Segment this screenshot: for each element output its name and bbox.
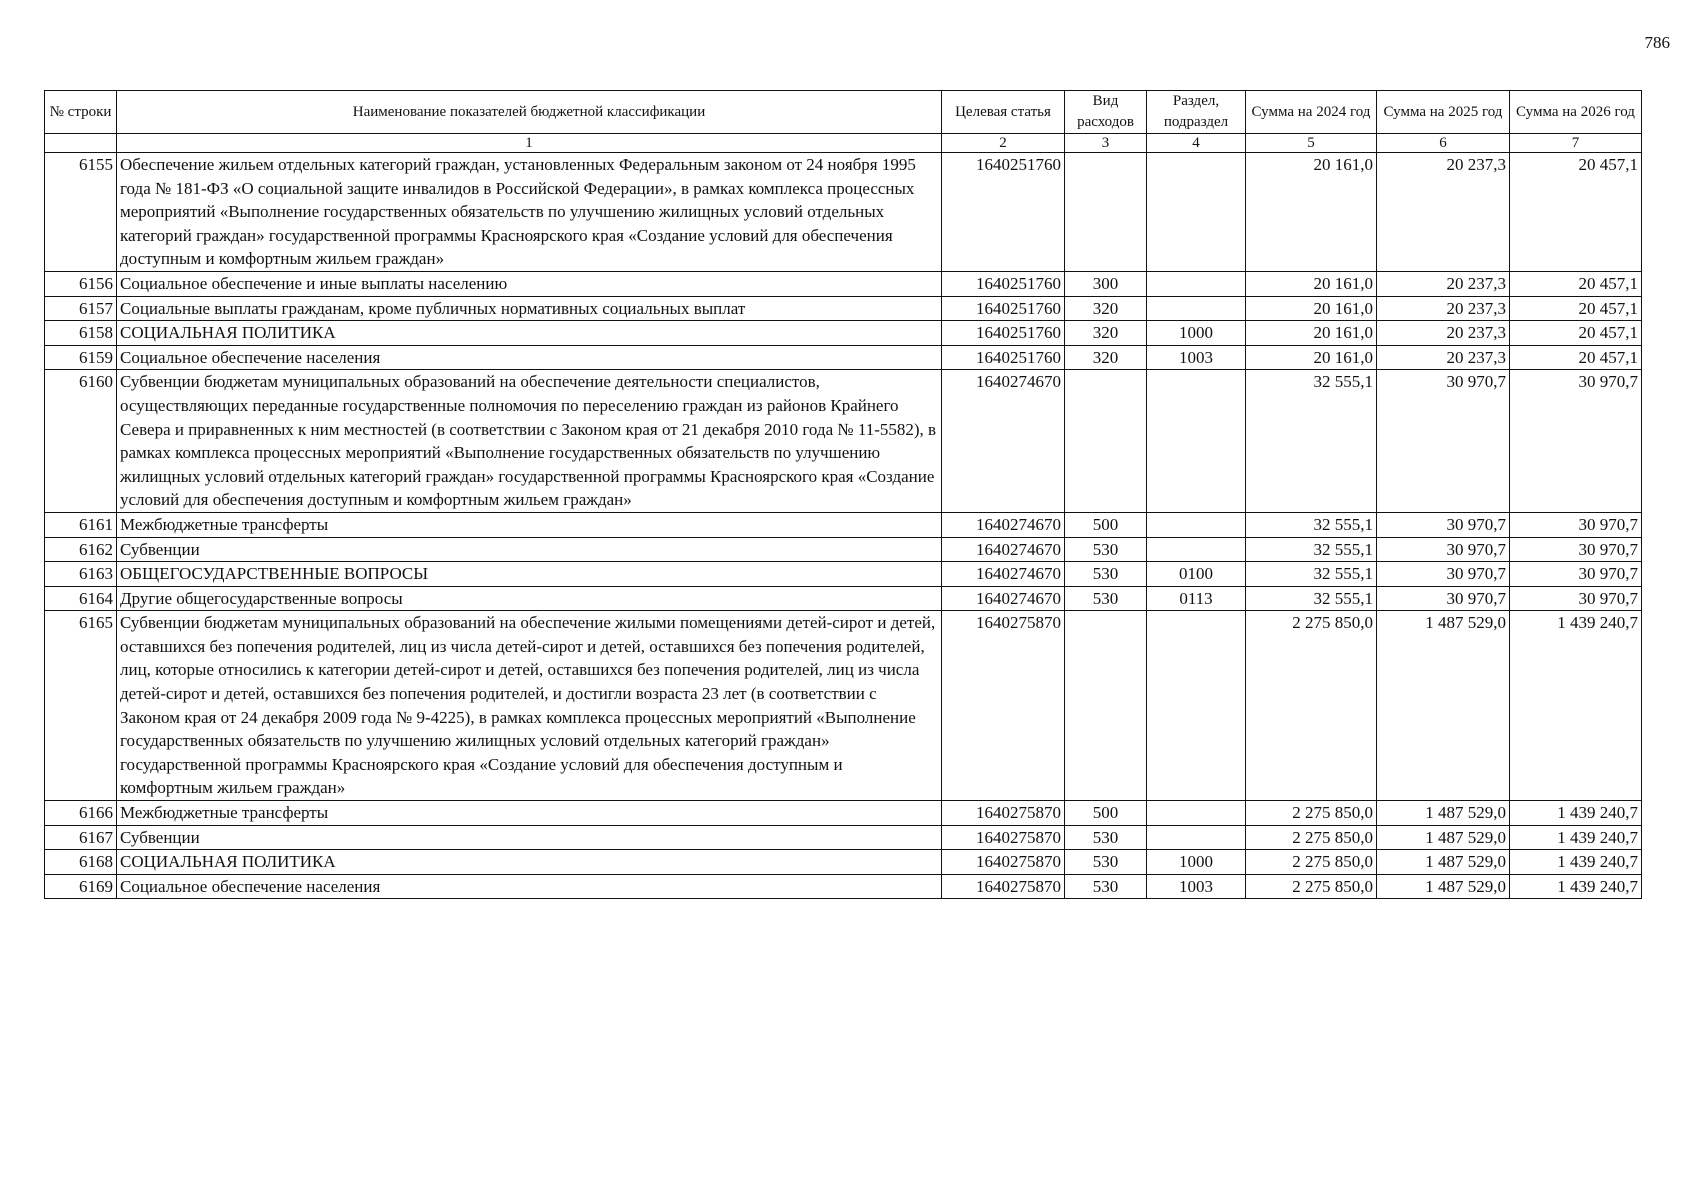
table-body (45, 153, 1642, 899)
sum-2024: 20 161,0 (1246, 296, 1377, 321)
row-number: 6160 (45, 370, 117, 513)
expense-type: 530 (1065, 825, 1147, 850)
sum-2026: 20 457,1 (1510, 296, 1642, 321)
expense-type: 530 (1065, 586, 1147, 611)
target-code: 1640251760 (942, 153, 1065, 272)
sum-2026: 30 970,7 (1510, 562, 1642, 587)
row-name: Обеспечение жильем отдельных категорий граждан, установленных Федеральным законом от 24 ноября 1995 года № 181-ФЗ «О социальной защите инвалидов в Российской Федерации», в рамках комплекса процессных мероприятий «Выполнение государственных обязательств по улучшению жилищных условий отдельных категорий граждан» государственной программы Красноярского края «Создание условий для обеспечения доступным и комфортным жильем граждан» (117, 153, 942, 272)
sum-2025: 20 237,3 (1377, 271, 1510, 296)
sum-2025: 1 487 529,0 (1377, 611, 1510, 801)
row-name: СОЦИАЛЬНАЯ ПОЛИТИКА (117, 321, 942, 346)
row-name: СОЦИАЛЬНАЯ ПОЛИТИКА (117, 850, 942, 875)
table-row (45, 611, 1642, 801)
target-code: 1640275870 (942, 611, 1065, 801)
row-number: 6163 (45, 562, 117, 587)
budget-table (44, 90, 1642, 899)
sum-2025: 20 237,3 (1377, 296, 1510, 321)
sum-2025: 30 970,7 (1377, 537, 1510, 562)
table-row (45, 296, 1642, 321)
header-row-no: № строки (45, 91, 117, 134)
section-code (1147, 512, 1246, 537)
header-target: Целевая статья (942, 91, 1065, 134)
row-number: 6169 (45, 874, 117, 899)
expense-type: 530 (1065, 562, 1147, 587)
target-code: 1640275870 (942, 825, 1065, 850)
header-expense-type: Вид расходов (1065, 91, 1147, 134)
sum-2025: 20 237,3 (1377, 153, 1510, 272)
expense-type (1065, 370, 1147, 513)
sum-2024: 32 555,1 (1246, 537, 1377, 562)
row-name: Социальные выплаты гражданам, кроме публичных нормативных социальных выплат (117, 296, 942, 321)
sum-2025: 20 237,3 (1377, 321, 1510, 346)
row-name: Межбюджетные трансферты (117, 512, 942, 537)
sum-2026: 1 439 240,7 (1510, 825, 1642, 850)
expense-type (1065, 153, 1147, 272)
header-sum-2024: Сумма на 2024 год (1246, 91, 1377, 134)
sum-2024: 32 555,1 (1246, 562, 1377, 587)
row-number: 6168 (45, 850, 117, 875)
expense-type: 530 (1065, 537, 1147, 562)
table-row (45, 874, 1642, 899)
column-number: 7 (1510, 134, 1642, 153)
row-name: Социальное обеспечение населения (117, 874, 942, 899)
table-row (45, 271, 1642, 296)
row-number: 6164 (45, 586, 117, 611)
sum-2024: 20 161,0 (1246, 345, 1377, 370)
sum-2024: 20 161,0 (1246, 321, 1377, 346)
header-section: Раздел, подраздел (1147, 91, 1246, 134)
row-number: 6156 (45, 271, 117, 296)
section-code (1147, 296, 1246, 321)
section-code (1147, 611, 1246, 801)
expense-type: 300 (1065, 271, 1147, 296)
sum-2024: 2 275 850,0 (1246, 825, 1377, 850)
sum-2026: 30 970,7 (1510, 586, 1642, 611)
target-code: 1640251760 (942, 321, 1065, 346)
expense-type: 530 (1065, 874, 1147, 899)
column-number (45, 134, 117, 153)
sum-2025: 30 970,7 (1377, 586, 1510, 611)
table-row (45, 321, 1642, 346)
sum-2026: 20 457,1 (1510, 271, 1642, 296)
sum-2025: 30 970,7 (1377, 370, 1510, 513)
row-name: ОБЩЕГОСУДАРСТВЕННЫЕ ВОПРОСЫ (117, 562, 942, 587)
column-number: 5 (1246, 134, 1377, 153)
target-code: 1640251760 (942, 296, 1065, 321)
target-code: 1640274670 (942, 370, 1065, 513)
section-code: 1000 (1147, 850, 1246, 875)
table-row (45, 586, 1642, 611)
sum-2025: 1 487 529,0 (1377, 801, 1510, 826)
table-row (45, 850, 1642, 875)
sum-2024: 2 275 850,0 (1246, 850, 1377, 875)
header-sum-2025: Сумма на 2025 год (1377, 91, 1510, 134)
expense-type: 500 (1065, 512, 1147, 537)
table-row (45, 825, 1642, 850)
row-number: 6167 (45, 825, 117, 850)
row-name: Социальное обеспечение и иные выплаты населению (117, 271, 942, 296)
target-code: 1640251760 (942, 345, 1065, 370)
target-code: 1640275870 (942, 801, 1065, 826)
row-name: Другие общегосударственные вопросы (117, 586, 942, 611)
sum-2026: 30 970,7 (1510, 512, 1642, 537)
target-code: 1640274670 (942, 512, 1065, 537)
sum-2024: 32 555,1 (1246, 586, 1377, 611)
section-code (1147, 153, 1246, 272)
section-code (1147, 271, 1246, 296)
row-number: 6165 (45, 611, 117, 801)
row-name: Межбюджетные трансферты (117, 801, 942, 826)
table-row (45, 537, 1642, 562)
sum-2025: 1 487 529,0 (1377, 825, 1510, 850)
target-code: 1640251760 (942, 271, 1065, 296)
sum-2025: 30 970,7 (1377, 562, 1510, 587)
sum-2026: 1 439 240,7 (1510, 611, 1642, 801)
target-code: 1640275870 (942, 874, 1065, 899)
page-number: 786 (1644, 33, 1670, 52)
table-row (45, 345, 1642, 370)
sum-2026: 1 439 240,7 (1510, 801, 1642, 826)
sum-2026: 30 970,7 (1510, 370, 1642, 513)
section-code: 1003 (1147, 874, 1246, 899)
table-row (45, 562, 1642, 587)
sum-2024: 2 275 850,0 (1246, 801, 1377, 826)
row-number: 6157 (45, 296, 117, 321)
header-sum-2026: Сумма на 2026 год (1510, 91, 1642, 134)
target-code: 1640274670 (942, 586, 1065, 611)
sum-2025: 1 487 529,0 (1377, 874, 1510, 899)
section-code (1147, 537, 1246, 562)
column-number-row (45, 134, 1642, 153)
row-name: Социальное обеспечение населения (117, 345, 942, 370)
sum-2024: 20 161,0 (1246, 153, 1377, 272)
sum-2026: 1 439 240,7 (1510, 874, 1642, 899)
sum-2026: 1 439 240,7 (1510, 850, 1642, 875)
row-number: 6166 (45, 801, 117, 826)
row-name: Субвенции (117, 825, 942, 850)
row-number: 6159 (45, 345, 117, 370)
target-code: 1640275870 (942, 850, 1065, 875)
table-header-row (45, 91, 1642, 134)
row-name: Субвенции (117, 537, 942, 562)
column-number: 1 (117, 134, 942, 153)
sum-2025: 1 487 529,0 (1377, 850, 1510, 875)
column-number: 2 (942, 134, 1065, 153)
sum-2024: 2 275 850,0 (1246, 611, 1377, 801)
table-row (45, 153, 1642, 272)
row-number: 6162 (45, 537, 117, 562)
section-code: 1003 (1147, 345, 1246, 370)
sum-2024: 32 555,1 (1246, 370, 1377, 513)
sum-2026: 20 457,1 (1510, 345, 1642, 370)
table-row (45, 370, 1642, 513)
section-code: 1000 (1147, 321, 1246, 346)
sum-2024: 2 275 850,0 (1246, 874, 1377, 899)
row-number: 6161 (45, 512, 117, 537)
row-name: Субвенции бюджетам муниципальных образований на обеспечение жилыми помещениями детей-сирот и детей, оставшихся без попечения родителей, лиц из числа детей-сирот и детей, оставшихся без попечения родителей, лиц, которые относились к категории детей-сирот и детей, оставшихся без попечения родителей, лиц из числа детей-сирот и детей, оставшихся без попечения родителей, и достигли возраста 23 лет (в соответствии с Законом края от 24 декабря 2009 года № 9-4225), в рамках комплекса процессных мероприятий «Выполнение государственных обязательств по улучшению жилищных условий отдельных категорий граждан» государственной программы Красноярского края «Создание условий для обеспечения доступным и комфортным жильем граждан» (117, 611, 942, 801)
section-code (1147, 370, 1246, 513)
expense-type (1065, 611, 1147, 801)
sum-2025: 20 237,3 (1377, 345, 1510, 370)
expense-type: 530 (1065, 850, 1147, 875)
sum-2024: 20 161,0 (1246, 271, 1377, 296)
row-number: 6155 (45, 153, 117, 272)
target-code: 1640274670 (942, 537, 1065, 562)
expense-type: 320 (1065, 321, 1147, 346)
header-name: Наименование показателей бюджетной классификации (117, 91, 942, 134)
section-code: 0113 (1147, 586, 1246, 611)
section-code (1147, 825, 1246, 850)
table-row (45, 512, 1642, 537)
target-code: 1640274670 (942, 562, 1065, 587)
column-number: 6 (1377, 134, 1510, 153)
expense-type: 500 (1065, 801, 1147, 826)
table-row (45, 801, 1642, 826)
expense-type: 320 (1065, 296, 1147, 321)
column-number: 4 (1147, 134, 1246, 153)
sum-2026: 20 457,1 (1510, 153, 1642, 272)
section-code: 0100 (1147, 562, 1246, 587)
sum-2024: 32 555,1 (1246, 512, 1377, 537)
row-number: 6158 (45, 321, 117, 346)
sum-2026: 20 457,1 (1510, 321, 1642, 346)
column-number: 3 (1065, 134, 1147, 153)
expense-type: 320 (1065, 345, 1147, 370)
section-code (1147, 801, 1246, 826)
sum-2025: 30 970,7 (1377, 512, 1510, 537)
sum-2026: 30 970,7 (1510, 537, 1642, 562)
row-name: Субвенции бюджетам муниципальных образований на обеспечение деятельности специалистов, осуществляющих переданные государственные полномочия по переселению граждан из районов Крайнего Севера и приравненных к ним местностей (в соответствии с Законом края от 21 декабря 2010 года № 11-5582), в рамках комплекса процессных мероприятий «Выполнение государственных обязательств по улучшению жилищных условий отдельных категорий граждан» государственной программы Красноярского края «Создание условий для обеспечения доступным и комфортным жильем граждан» (117, 370, 942, 513)
